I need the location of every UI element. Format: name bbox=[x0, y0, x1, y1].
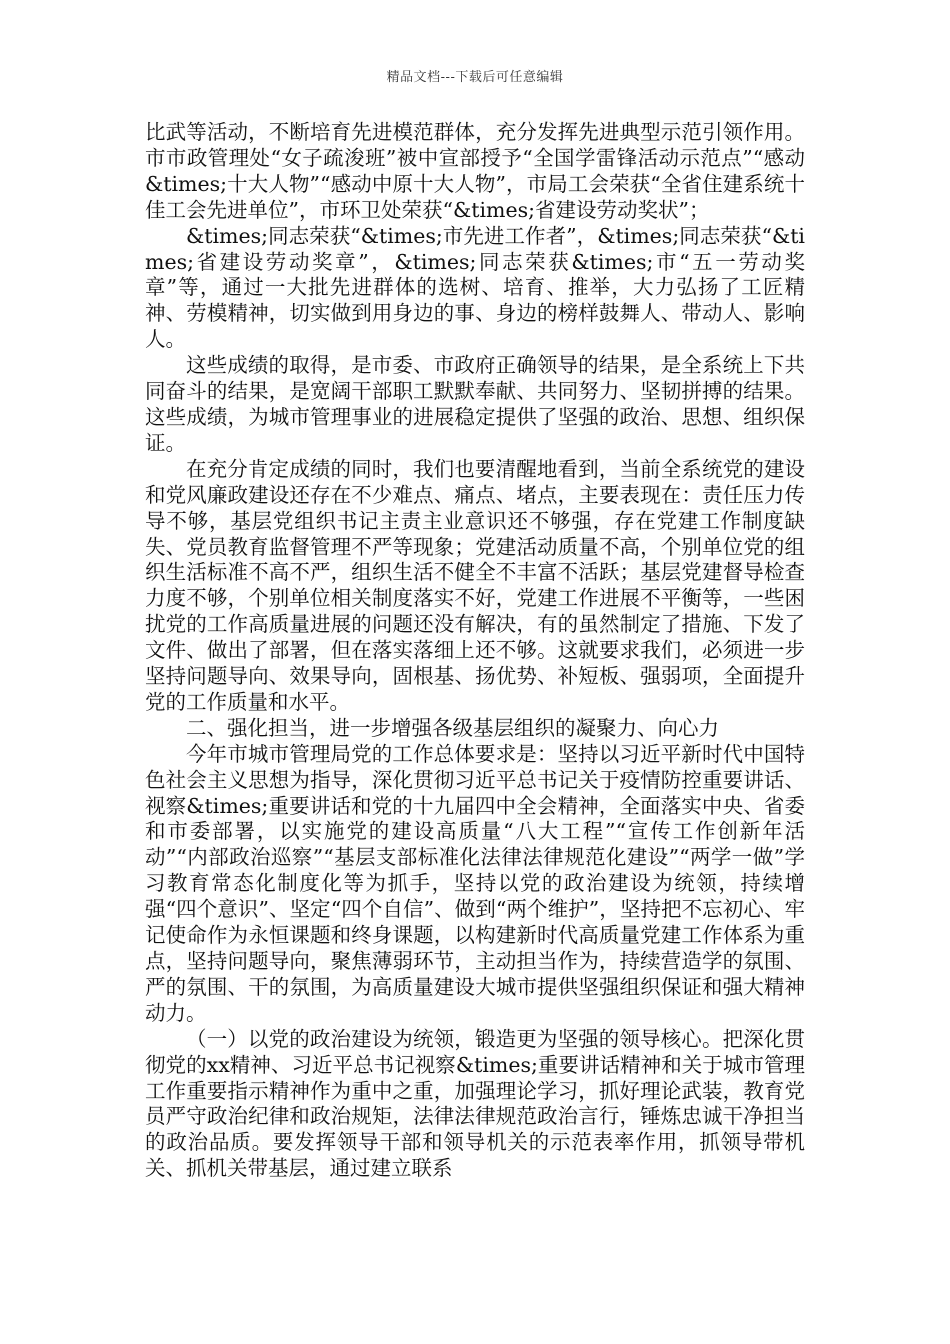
section-heading: 二、强化担当，进一步增强各级基层组织的凝聚力、向心力 bbox=[186, 715, 719, 740]
paragraph: &times;同志荣获“&times;市先进工作者”，&times;同志荣获“&times;省建设劳动奖章”，&times;同志荣获&times;市“五一劳动奖章”等，通过一大批先进群体的选树、培育、推举，大力弘扬了工匠精神、劳模精神，切实做到用身边的事、身边的榜样鼓舞人、带动人、影响人。 bbox=[145, 223, 805, 352]
paragraph: 在充分肯定成绩的同时，我们也要清醒地看到，当前全系统党的建设和党风廉政建设还存在不少难点、痛点、堵点，主要表现在：责任压力传导不够，基层党组织书记主责主业意识还不够强，存在党建工作制度缺失、党员教育监督管理不严等现象；党建活动质量不高，个别单位党的组织生活标准不高不严，组织生活不健全不丰富不活跃；基层党建督导检查力度不够，个别单位相关制度落实不好，党建工作进展不平衡等，一些困扰党的工作高质量进展的问题还没有解决，有的虽然制定了措施、下发了文件、做出了部署，但在落实落细上还不够。这就要求我们，必须进一步坚持问题导向、效果导向，固根基、扬优势、补短板、强弱项，全面提升党的工作质量和水平。 bbox=[145, 456, 805, 714]
page-header: 精品文档---下载后可任意编辑 bbox=[386, 70, 564, 85]
paragraph: 比武等活动，不断培育先进模范群体，充分发挥先进典型示范引领作用。市市政管理处“女子疏浚班”被中宣部授予“全国学雷锋活动示范点”“感动&times;十大人物”“感动中原十大人物”，市局工会荣获“全省住建系统十佳工会先进单位”，市环卫处荣获“&times;省建设劳动奖状”； bbox=[145, 120, 805, 222]
paragraph: 这些成绩的取得，是市委、市政府正确领导的结果，是全系统上下共同奋斗的结果，是宽阔干部职工默默奉献、共同努力、坚韧拼搏的结果。这些成绩，为城市管理事业的进展稳定提供了坚强的政治、思想、组织保证。 bbox=[145, 353, 805, 455]
document-body bbox=[145, 120, 805, 1182]
paragraph: （一）以党的政治建设为统领，锻造更为坚强的领导核心。把深化贯彻党的xx精神、习近平总书记视察&times;重要讲话精神和关于城市管理工作重要指示精神作为重中之重，加强理论学习，抓好理论武装，教育党员严守政治纪律和政治规矩，法律法律规范政治言行，锤炼忠诚干净担当的政治品质。要发挥领导干部和领导机关的示范表率作用，抓领导带机关、抓机关带基层，通过建立联系 bbox=[145, 1026, 805, 1181]
paragraph: 今年市城市管理局党的工作总体要求是：坚持以习近平新时代中国特色社会主义思想为指导，深化贯彻习近平总书记关于疫情防控重要讲话、视察&times;重要讲话和党的十九届四中全会精神，全面落实中央、省委和市委部署，以实施党的建设高质量“八大工程”“宣传工作创新年活动”“内部政治巡察”“基层支部标准化法律法律规范化建设”“两学一做”学习教育常态化制度化等为抓手，坚持以党的政治建设为统领，持续增强“四个意识”、坚定“四个自信”、做到“两个维护”，坚持把不忘初心、牢记使命作为永恒课题和终身课题，以构建新时代高质量党建工作体系为重点，坚持问题导向，聚焦薄弱环节，主动担当作为，持续营造学的氛围、严的氛围、干的氛围，为高质量建设大城市提供坚强组织保证和强大精神动力。 bbox=[145, 741, 805, 1025]
